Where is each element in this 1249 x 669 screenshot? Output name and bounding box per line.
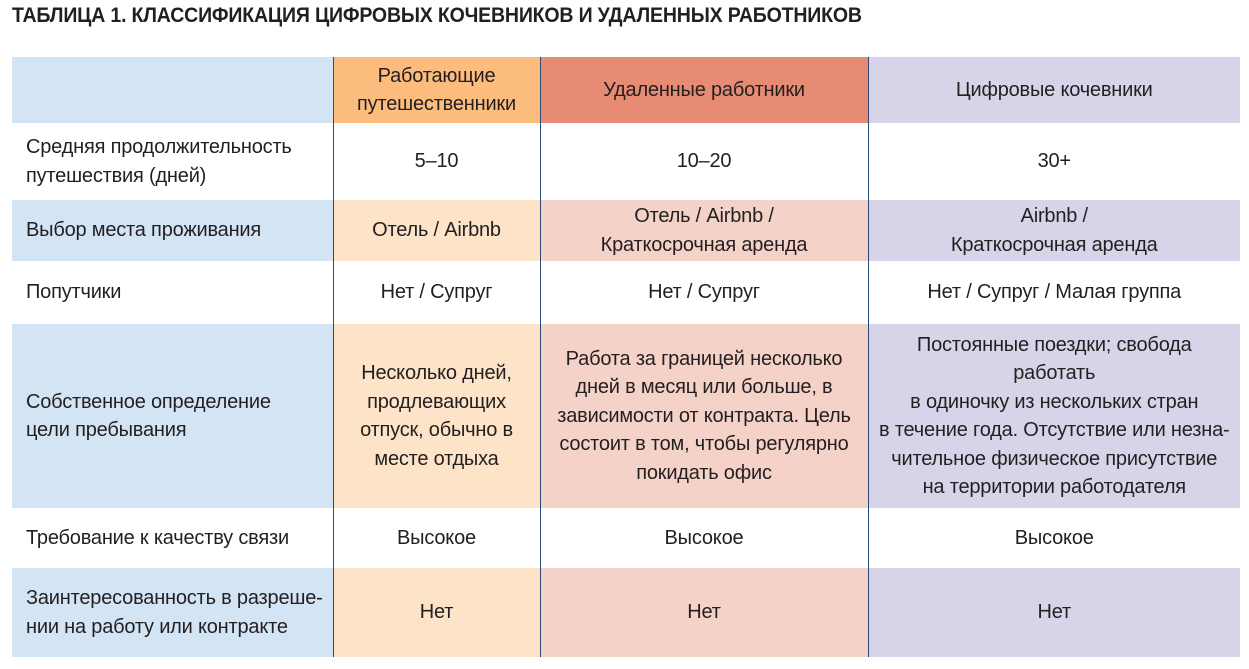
row-label: Попутчики [12, 261, 333, 324]
table-title: ТАБЛИЦА 1. КЛАССИФИКАЦИЯ ЦИФРОВЫХ КОЧЕВНИКОВ И УДАЛЕННЫХ РАБОТНИКОВ [12, 4, 862, 27]
table-cell: Отель / Airbnb [333, 200, 540, 261]
table-row [12, 508, 1240, 568]
table-cell: 30+ [868, 123, 1240, 200]
table-cell: Высокое [333, 508, 540, 568]
table-row [12, 200, 1240, 261]
row-label: Требование к качеству связи [12, 508, 333, 568]
table-header-row [12, 57, 1240, 123]
table-cell: Высокое [540, 508, 868, 568]
table-cell: Несколько дней, продлевающих отпуск, обычно в месте отдыха [333, 324, 540, 508]
table-cell: Нет / Супруг [333, 261, 540, 324]
row-label: Выбор места проживания [12, 200, 333, 261]
row-label: Заинтересованность в разреше- нии на работу или контракте [12, 568, 333, 657]
classification-table [12, 57, 1240, 657]
table-cell: Нет [333, 568, 540, 657]
table-cell: Постоянные поездки; свобода работать в одиночку из нескольких стран в течение года. Отсутствие или незна- чительное физическое присутствие на территории работодателя [868, 324, 1240, 508]
table-row [12, 324, 1240, 508]
table-cell: Airbnb / Краткосрочная аренда [868, 200, 1240, 261]
table-cell: 5–10 [333, 123, 540, 200]
header-label: Цифровые кочевники [955, 78, 1153, 101]
header-empty-cell [12, 57, 333, 123]
row-label: Собственное определение цели пребывания [12, 324, 333, 508]
table-cell: Высокое [868, 508, 1240, 568]
header-working-travelers [333, 57, 540, 123]
table-cell: Работа за границей несколько дней в месяц или больше, в зависимости от контракта. Цель состоит в том, чтобы регулярно покидать офис [540, 324, 868, 508]
header-remote-workers [540, 57, 868, 123]
header-digital-nomads [868, 57, 1240, 123]
table-row [12, 123, 1240, 200]
table-cell: Нет [868, 568, 1240, 657]
table-cell: Нет / Супруг [540, 261, 868, 324]
table-cell: Отель / Airbnb / Краткосрочная аренда [540, 200, 868, 261]
table-cell: Нет [540, 568, 868, 657]
table-cell: Нет / Супруг / Малая группа [868, 261, 1240, 324]
header-label: Работающие путешественники [357, 64, 516, 115]
row-label: Средняя продолжительность путешествия (дней) [12, 123, 333, 200]
header-label: Удаленные работники [603, 78, 805, 101]
table-row [12, 261, 1240, 324]
table-cell: 10–20 [540, 123, 868, 200]
table-row [12, 568, 1240, 657]
